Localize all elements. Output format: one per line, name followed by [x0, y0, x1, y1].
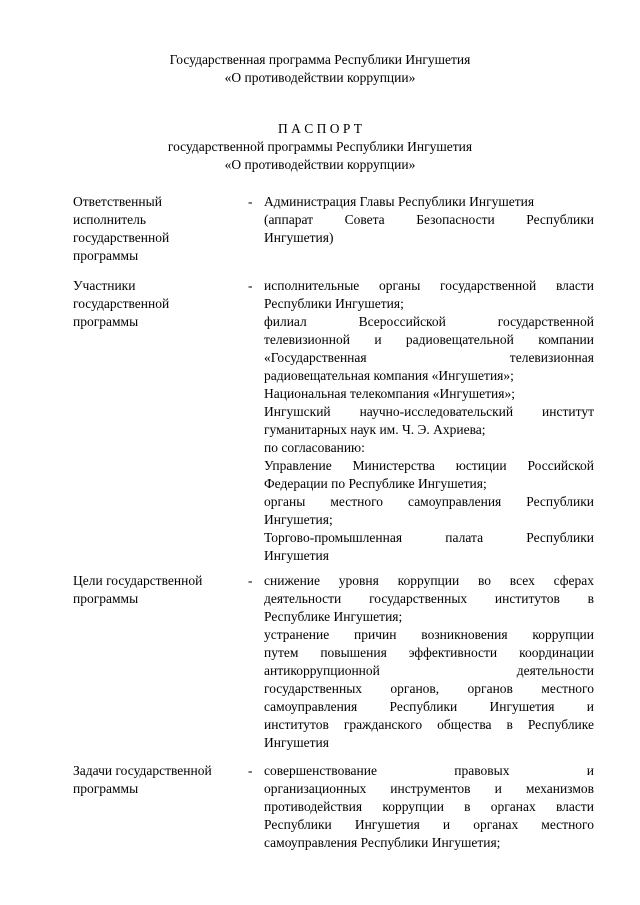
row-dash: -	[248, 573, 253, 588]
row-content-line: филиал Всероссийской государственной	[264, 314, 594, 329]
passport-subtitle-line-2: «О противодействии коррупции»	[224, 157, 416, 172]
program-title	[0, 51, 640, 87]
row-content-line: Управление Министерства юстиции Российской	[264, 458, 594, 473]
row-label-line: Ответственный	[73, 194, 162, 209]
row-content-line: государственных органов, органов местного	[264, 681, 594, 696]
row-content-line: антикоррупционной деятельности	[264, 663, 594, 678]
row-content-line: совершенствование правовых и	[264, 763, 594, 778]
row-dash: -	[248, 763, 253, 778]
row-content-line: самоуправления Республики Ингушетия;	[264, 835, 501, 850]
row-label-line: программы	[73, 781, 139, 796]
passport-title: П А С П О Р Т	[277, 121, 362, 136]
row-label-line: Задачи государственной	[73, 763, 212, 778]
row-label-line: программы	[73, 591, 139, 606]
row-content-line: снижение уровня коррупции во всех сферах	[264, 573, 594, 588]
row-content-line: (аппарат Совета Безопасности Республики	[264, 212, 594, 227]
row-label-line: исполнитель	[73, 212, 146, 227]
row-label-line: Участники	[73, 278, 136, 293]
row-content-line: органы местного самоуправления Республики	[264, 494, 594, 509]
row-label	[73, 277, 243, 331]
row-content-line: Республики Ингушетия и органах местного	[264, 817, 594, 832]
row-content	[264, 193, 594, 247]
row-label	[73, 572, 243, 608]
row-content-line: Ингушетия;	[264, 512, 333, 527]
row-content-line: Ингушский научно-исследовательский институт	[264, 404, 594, 419]
row-content-line: противодействия коррупции в органах власти	[264, 799, 594, 814]
row-dash: -	[248, 194, 253, 209]
row-content-line: исполнительные органы государственной власти	[264, 278, 594, 293]
row-content-line: по согласованию:	[264, 440, 365, 455]
row-dash: -	[248, 278, 253, 293]
passport-heading	[0, 120, 640, 174]
row-label-line: Цели государственной	[73, 573, 203, 588]
row-label-line: государственной	[73, 230, 170, 245]
row-content-line: Торгово-промышленная палата Республики	[264, 530, 594, 545]
row-content-line: путем повышения эффективности координации	[264, 645, 594, 660]
row-content-line: Администрация Главы Республики Ингушетия	[264, 194, 535, 209]
passport-subtitle-line-1: государственной программы Республики Ингушетия	[167, 139, 473, 154]
row-content-line: Федерации по Республике Ингушетия;	[264, 476, 487, 491]
row-content	[264, 572, 594, 752]
row-label	[73, 762, 243, 798]
row-label-line: государственной	[73, 296, 170, 311]
row-content-line: деятельности государственных институтов в	[264, 591, 594, 606]
row-content-line: «Государственная телевизионная	[264, 350, 594, 365]
row-content-line: телевизионной и радиовещательной компании	[264, 332, 594, 347]
row-label	[73, 193, 243, 265]
row-label-line: программы	[73, 248, 139, 263]
row-content	[264, 277, 594, 565]
row-content-line: самоуправления Республики Ингушетия и	[264, 699, 594, 714]
row-content-line: институтов гражданского общества в Республике	[264, 717, 594, 732]
row-content-line: организационных инструментов и механизмов	[264, 781, 594, 796]
row-content-line: Республики Ингушетия;	[264, 296, 404, 311]
row-label-line: программы	[73, 314, 139, 329]
row-content-line: Ингушетия)	[264, 230, 334, 245]
row-content-line: гуманитарных наук им. Ч. Э. Ахриева;	[264, 422, 486, 437]
row-content-line: радиовещательная компания «Ингушетия»;	[264, 368, 514, 383]
row-content-line: Ингушетия	[264, 735, 329, 750]
program-title-line-2: «О противодействии коррупции»	[224, 70, 416, 85]
row-content-line: Республике Ингушетия;	[264, 609, 403, 624]
row-content-line: Ингушетия	[264, 548, 329, 563]
row-content-line: Национальная телекомпания «Ингушетия»;	[264, 386, 515, 401]
row-content-line: устранение причин возникновения коррупции	[264, 627, 594, 642]
program-title-line-1: Государственная программа Республики Ингушетия	[169, 52, 471, 67]
row-content	[264, 762, 594, 852]
